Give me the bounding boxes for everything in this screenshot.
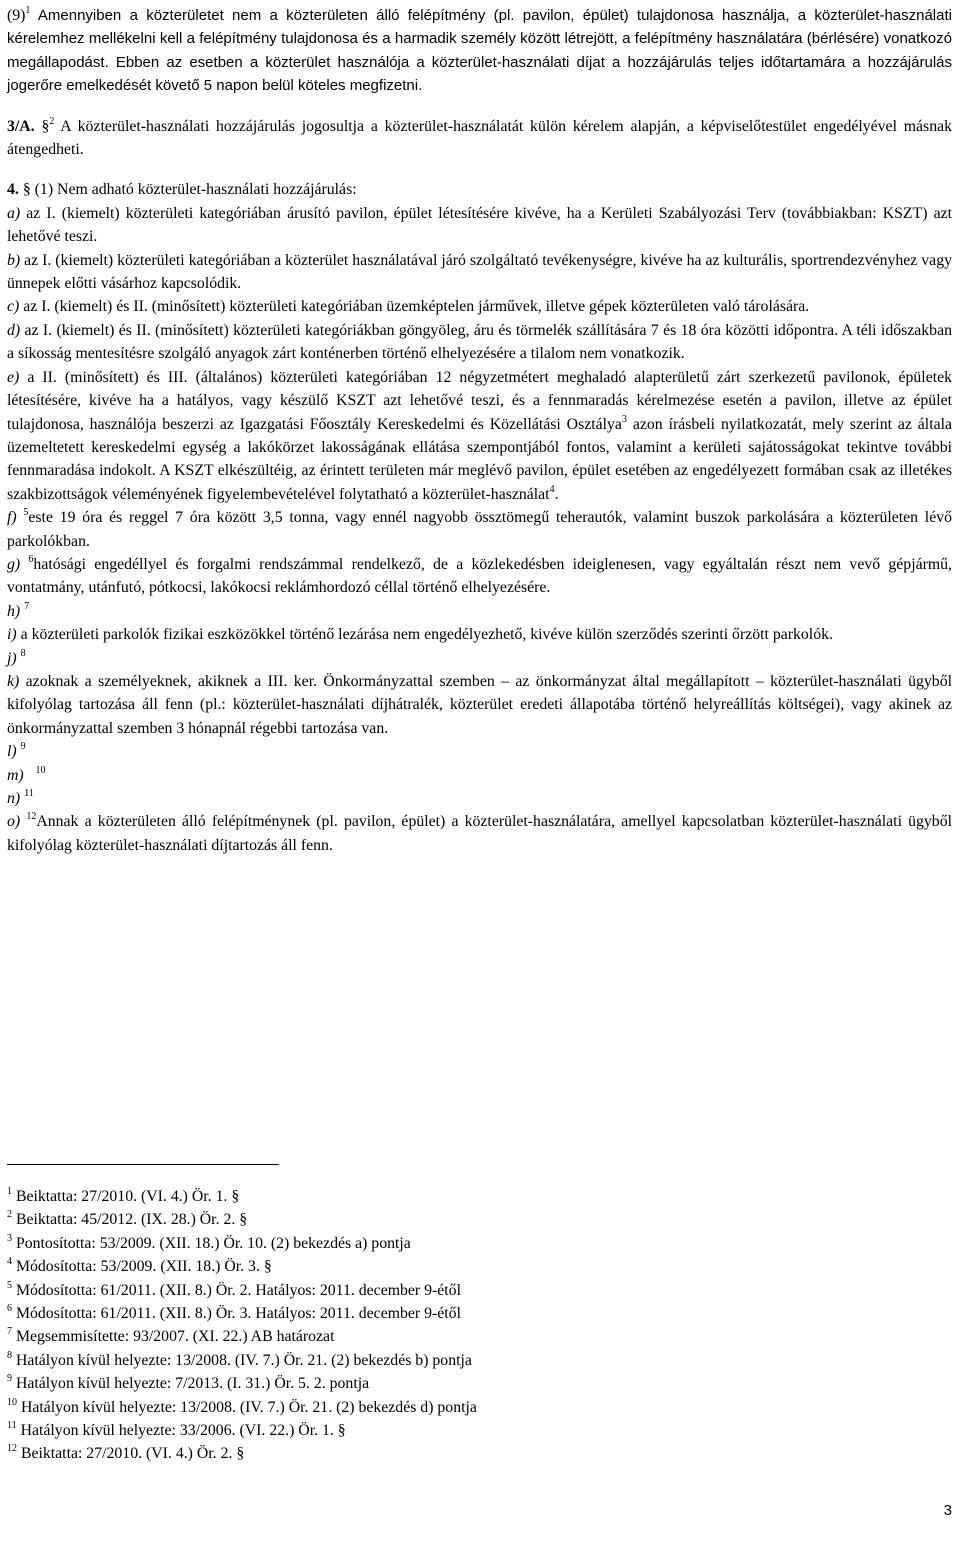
item-label: k) (7, 672, 20, 690)
item-label: h) (7, 602, 21, 620)
item-label: c) (7, 298, 20, 316)
item-label: f) (7, 509, 17, 527)
footnote: $^{12}$ Beiktatta: 27/2010. (VI. 4.) Ör. 2. § (7, 1443, 245, 1463)
footnote-text: Pontosította: 53/2009. (XII. 18.) Ör. 10. (2) bekezdés a) pontja (12, 1234, 411, 1252)
footnote-text: Módosította: 61/2011. (XII. 8.) Ör. 3. Hatályos: 2011. december 9-étől (12, 1305, 461, 1323)
section-heading: 4. (7, 181, 19, 199)
item-label: m) (7, 766, 24, 784)
list-item-l (7, 740, 952, 763)
item-text: a közterületi parkolók fizikai eszközökkel történő lezárása nem engedélyezhető, kivéve külön szerződés szerinti őrzött parkolók. (16, 626, 833, 644)
paragraph-9 (7, 4, 952, 98)
list-item-o (7, 810, 952, 857)
item-text: az I. (kiemelt) és II. (minősített) közterületi kategóriákban göngyöleg, áru és törmelék szállítására 7 és 18 óra közötti időpontra. A téli időszakban a síkosság mentesítésre szolgáló anyagok zárt konténerben történő elhelyezésére a tilalom nem vonatkozik. (7, 321, 952, 363)
item-label: d) (7, 321, 21, 339)
item-text: a II. (minősített) és III. (általános) közterületi kategóriában 12 négyzetmétert meghaladó alapterületű zárt szerkezetű pavilonok, épületek létesítésére, kivéve ha a hatályos, vagy készülő KSZT azt lehetővé teszi, és a fennmaradás kérelmezése esetén a pavilon, illetve az épület tulajdonosa, használója beszerzi az Igazgatási Főosztály Kereskedelmi és Közellátási Osztálya (7, 368, 952, 433)
footnote-number: 8 (7, 1349, 12, 1361)
list-item-m (7, 764, 952, 787)
document-body (7, 4, 952, 857)
footnote-ref[interactable]: 3 (621, 413, 627, 425)
footnote: $^1$ Beiktatta: 27/2010. (VI. 4.) Ör. 1. § (7, 1186, 240, 1205)
footnote-ref[interactable]: 10 (35, 764, 46, 776)
paragraph-number: (9) (7, 7, 26, 24)
footnote-number: 4 (7, 1256, 12, 1268)
item-text: azoknak a személyeknek, akiknek a III. ker. Önkormányzattal szemben – az önkormányzat által megállapított – közterület-használati ügyből kifolyólag tartozása áll fenn (pl.: közterület-használati díjhátralék, közterület eredeti állapotába történő helyreállítás költségei), vagy akinek az önkormányzattal szemben 3 hónapnál régebbi tartozása van. (7, 672, 952, 737)
item-label: j) (7, 649, 17, 667)
footnote-text: Beiktatta: 45/2012. (IX. 28.) Ör. 2. (12, 1211, 240, 1229)
footnote-ref[interactable]: 8 (20, 647, 26, 659)
list-item-g (7, 553, 952, 600)
footnote-number: 6 (7, 1303, 12, 1315)
footnote-ref[interactable]: 7 (24, 600, 30, 612)
footnote-number: 2 (7, 1209, 12, 1221)
footnote: $^{11}$ Hatályon kívül helyezte: 33/2006. (VI. 22.) Ör. 1. § (7, 1420, 346, 1440)
footnote (7, 1279, 477, 1302)
footnote-text: Hatályon kívül helyezte: 33/2006. (VI. 22.) Ör. 1. (16, 1422, 338, 1440)
list-item-c (7, 295, 952, 318)
list-item-h (7, 600, 952, 623)
footnote-text: Módosította: 61/2011. (XII. 8.) Ör. 2. Hatályos: 2011. december 9-étől (12, 1281, 461, 1299)
footnote-number: 3 (7, 1232, 12, 1244)
item-text: este 19 óra és reggel 7 óra között 3,5 tonna, vagy ennél nagyobb össztömegű teherautók, valamint buszok parkolására a közterületen lévő parkolókban. (7, 509, 953, 550)
footnote-ref[interactable]: 9 (20, 741, 26, 753)
list-item-j (7, 647, 952, 670)
item-label: i) (7, 626, 17, 644)
section-3a (7, 115, 952, 162)
item-label: a) (7, 204, 21, 222)
item-text: az I. (kiemelt) közterületi kategóriában árusító pavilon, épület létesítésére kivéve, ha a Kerületi Szabályozási Terv (továbbiakban: KSZT) azt lehetővé teszi. (7, 204, 952, 246)
list-item-b (7, 249, 952, 296)
page-number: 3 (943, 1502, 952, 1519)
footnote-ref[interactable]: 1 (25, 5, 31, 16)
item-text: az I. (kiemelt) közterületi kategóriában a közterület használatával járó szolgáltató tevékenységre, kivéve ha az kulturális, sportrendezvényhez vagy ünnepek előtti vásárhoz kapcsolódik. (7, 251, 952, 293)
footnote-number: 12 (7, 1443, 17, 1455)
footnote-ref[interactable]: 4 (549, 483, 555, 495)
footnote-text: Hatályon kívül helyezte: 13/2008. (IV. 7.) Ör. 21. (2) bekezdés d) pontja (17, 1398, 477, 1416)
list-item-n (7, 787, 952, 810)
list-item-i (7, 623, 952, 646)
item-text: azon írásbeli nyilatkozatát, mely szerint az általa üzemeltetett kereskedelmi egység a lakókörzet lakosságának ellátása szempontjából fontos, valamint a kerületi sajátosságokat tekintve további fennmaradása indokolt. A KSZT elkészültéig, az érintett területen már meglévő pavilon, épület esetében az engedélyezett formában csak az illetékes szakbizottságok véleményének figyelembevételével folytatható a közterület-használat (7, 415, 952, 503)
footnote (7, 1325, 477, 1348)
footnote-text: Módosította: 53/2009. (XII. 18.) Ör. 3. (12, 1258, 264, 1276)
item-label: n) (7, 790, 21, 807)
list-item-f (7, 506, 952, 553)
section-text: A közterület-használati hozzájárulás jogosultja a közterület-használatát külön kérelem alapján, a képviselőtestület engedélyével másnak átengedheti. (7, 117, 953, 159)
footnote: $^4$ Módosította: 53/2009. (XII. 18.) Ör. 3. § (7, 1256, 272, 1276)
item-label: e) (7, 368, 20, 386)
footnote-text: Beiktatta: 27/2010. (VI. 4.) Ör. 2. (17, 1445, 237, 1463)
list-item-k (7, 670, 952, 740)
footnote-ref[interactable]: 6 (28, 553, 34, 565)
footnote-ref[interactable]: 5 (23, 507, 29, 519)
section-text: (1) Nem adható közterület-használati hozzájárulás: (30, 181, 357, 199)
footnote-number: 9 (7, 1373, 12, 1385)
footnote (7, 1349, 477, 1372)
item-label: g) (7, 555, 21, 573)
footnote-text: Hatályon kívül helyezte: 7/2013. (I. 31.) Ör. 5. 2. pontja (12, 1375, 370, 1393)
footnote-text: Beiktatta: 27/2010. (VI. 4.) Ör. 1. (12, 1188, 232, 1205)
footnote-ref[interactable]: 12 (26, 811, 37, 823)
footnote-text: Hatályon kívül helyezte: 13/2008. (IV. 7.) Ör. 21. (2) bekezdés b) pontja (12, 1351, 472, 1369)
section-heading: 3/A. (7, 117, 35, 135)
footnotes (7, 1185, 477, 1466)
footnote-number: 1 (7, 1186, 12, 1197)
item-text: . (554, 485, 559, 503)
footnote-number: 7 (7, 1326, 12, 1338)
footnote: $^2$ Beiktatta: 45/2012. (IX. 28.) Ör. 2. § (7, 1209, 248, 1229)
footnote-number: 10 (7, 1396, 17, 1408)
footnote-separator (7, 1164, 279, 1165)
list-item-e (7, 366, 952, 506)
list-item-a (7, 202, 952, 249)
paragraph-text: Amennyiben a közterületet nem a közterületen álló felépítmény (pl. pavilon, épület) tulajdonosa használja, a közterület-használati kérelemhez mellékelni kell a felépítmény tulajdonosa és a harmadik személy között létrejött, a felépítmény használatára (bérlésére) vonatkozó megállapodást. Ebben az esetben a közterület használója a közterület-használati díjat a hozzájárulás teljes időtartamára a hozzájárulás jogerőre emelkedését követő 5 napon belül köteles megfizetni. (7, 7, 952, 95)
item-label: b) (7, 251, 21, 269)
item-text: az I. (kiemelt) és II. (minősített) közterületi kategóriában üzemképtelen járművek, illetve gépek közterületen való tárolására. (19, 298, 810, 316)
section-4-intro (7, 178, 952, 201)
footnote-ref[interactable]: 2 (49, 115, 55, 127)
section-sign: § (41, 117, 50, 135)
item-text: Annak a közterületen álló felépítménynek (pl. pavilon, épület) a közterület-használatára, amellyel kapcsolatban közterület-használati ügyből kifolyólag közterület-használati díjtartozás áll fenn. (7, 813, 952, 854)
footnote (7, 1232, 477, 1255)
footnote (7, 1372, 477, 1395)
footnote (7, 1302, 477, 1325)
footnote-text: Megsemmisítette: 93/2007. (XI. 22.) AB határozat (12, 1328, 335, 1346)
footnote-ref[interactable]: 11 (24, 788, 34, 799)
list-item-d (7, 319, 952, 366)
footnote-number: 5 (7, 1279, 12, 1291)
item-label: o) (7, 813, 21, 831)
footnote-number: 11 (7, 1420, 17, 1432)
footnote (7, 1396, 477, 1419)
item-label: l) (7, 743, 17, 761)
section-sign: § (22, 181, 31, 199)
item-text: hatósági engedéllyel és forgalmi rendszámmal rendelkező, de a közlekedésben ideiglenesen, vagy egyáltalán részt nem vevő gépjármű, vontatmány, utánfutó, pótkocsi, lakókocsi reklámhordozó céllal történő elhelyezésére. (7, 555, 952, 597)
